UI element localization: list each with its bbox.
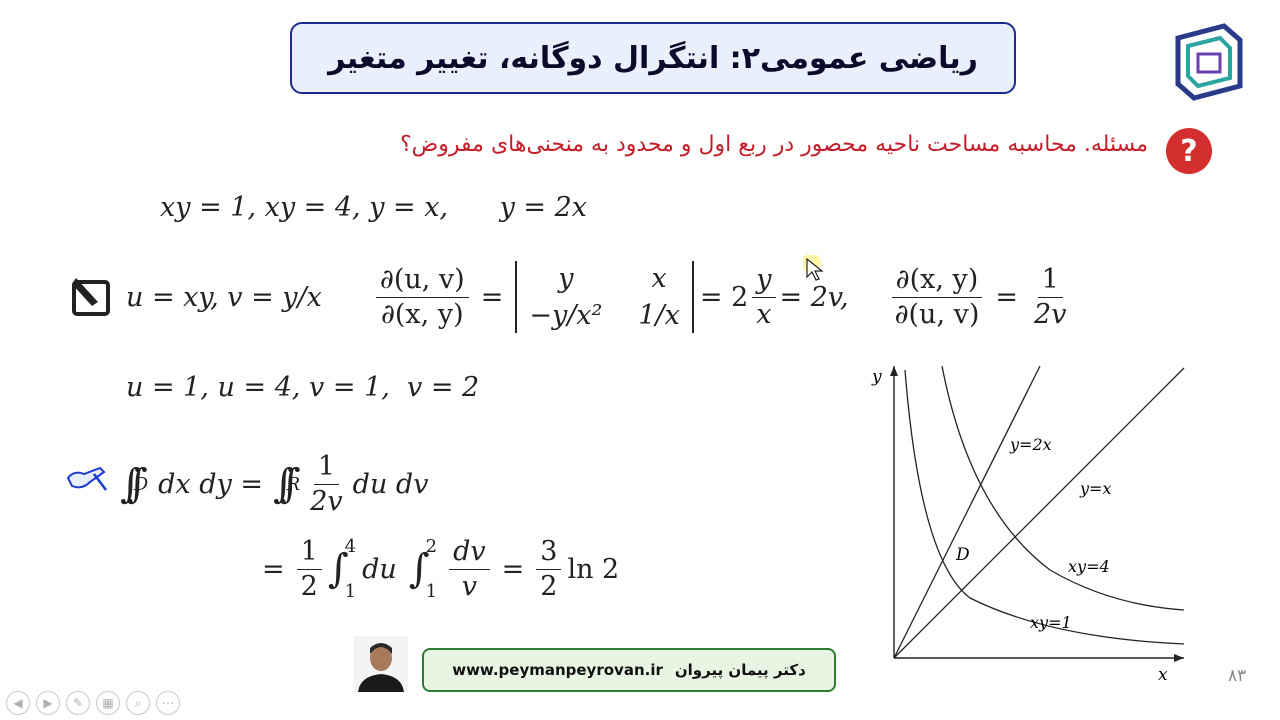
title-box bbox=[290, 22, 1016, 94]
avatar bbox=[354, 636, 408, 692]
nav-prev-icon[interactable]: ◀ bbox=[6, 691, 30, 715]
label-yx: y=x bbox=[1080, 479, 1112, 498]
label-y2x: y=2x bbox=[1010, 435, 1052, 454]
x-axis-label: x bbox=[1158, 665, 1168, 685]
nav-next-icon[interactable]: ▶ bbox=[36, 691, 60, 715]
nav-zoom-icon[interactable]: ⌕ bbox=[126, 691, 150, 715]
half: $\frac{1}{2}$ bbox=[297, 537, 322, 601]
footer-url[interactable]: www.peymanpeyrovan.ir bbox=[452, 661, 663, 679]
three-halves: $\frac{3}{2}$ bbox=[536, 537, 561, 601]
new-bounds: u = 1, u = 4, v = 1, v = 2 bbox=[126, 372, 480, 403]
slide-navigation bbox=[6, 691, 180, 717]
determinant: y x −y/x² 1/x bbox=[515, 261, 694, 333]
svg-text:?: ? bbox=[1180, 134, 1198, 169]
page-number: ۸۳ bbox=[1228, 666, 1247, 686]
pen-hand-icon bbox=[64, 464, 108, 494]
footer-banner bbox=[422, 648, 836, 692]
jacobian-xy-uv: $\frac{\partial(x, y)}{\partial(u, v)}$ bbox=[891, 265, 984, 329]
footer-name: دکتر پیمان پیروان bbox=[674, 661, 806, 679]
page-title: ریاضی عمومی۲: انتگرال دوگانه، تغییر متغیر bbox=[328, 40, 978, 76]
integral-sign-v: ∫ bbox=[408, 546, 430, 592]
result-line: = $\frac{1}{2}$ ∫ 4 1 du ∫ 2 1 $\frac{dv}{v}$ = $\frac{3}{2}$ ln 2 bbox=[262, 535, 620, 602]
label-xy1: xy=1 bbox=[1030, 613, 1072, 632]
edit-icon bbox=[68, 272, 116, 320]
question-icon bbox=[1164, 126, 1214, 176]
region-label: D bbox=[956, 545, 970, 565]
problem-statement: مسئله. محاسبه مساحت ناحیه محصور در ربع اول و محدود به منحنی‌های مفروض؟ bbox=[400, 132, 1148, 157]
nav-pen-icon[interactable]: ✎ bbox=[66, 691, 90, 715]
nav-slides-icon[interactable]: ▦ bbox=[96, 691, 120, 715]
nav-more-icon[interactable]: ⋯ bbox=[156, 691, 180, 715]
curves-equation: xy = 1, xy = 4, y = x, y = 2x bbox=[160, 192, 588, 223]
jacobian-uv-xy: $\frac{\partial(u, v)}{\partial(x, y)}$ bbox=[376, 265, 469, 329]
label-xy4: xy=4 bbox=[1068, 557, 1110, 576]
integrand-fraction: $\frac{1}{2v}$ bbox=[310, 450, 343, 517]
cursor-icon bbox=[803, 255, 831, 283]
fraction-y-over-x: $\frac{y}{x}$ bbox=[752, 265, 775, 329]
one-over-2v: $\frac{1}{2v}$ bbox=[1034, 263, 1067, 330]
line-y-2x bbox=[894, 366, 1040, 658]
integral-sign-u: ∫ bbox=[327, 546, 349, 592]
double-integral-sign: ∫∫ bbox=[120, 461, 134, 507]
double-integral-sign-r: ∫∫ bbox=[272, 461, 287, 507]
substitution: u = xy, v = y/x bbox=[126, 281, 322, 313]
logo-icon bbox=[1168, 20, 1248, 102]
y-axis-label: y bbox=[872, 367, 882, 387]
region-graph bbox=[850, 360, 1200, 690]
jacobian-line: u = xy, v = y/x $\frac{\partial(u, v)}{\partial(x, y)}$ = y x −y/x² 1/x = 2 $\frac{y}{x}$ = 2v, $\frac{\partial(x, y)}{\partial(u, v)}$ = $\frac{1}{2v}$ bbox=[126, 254, 1076, 340]
dv-over-v: $\frac{dv}{v}$ bbox=[449, 537, 490, 601]
double-integral-line: ∫∫ D dx dy = ∫∫ R $\frac{1}{2v}$ du dv bbox=[120, 450, 429, 517]
